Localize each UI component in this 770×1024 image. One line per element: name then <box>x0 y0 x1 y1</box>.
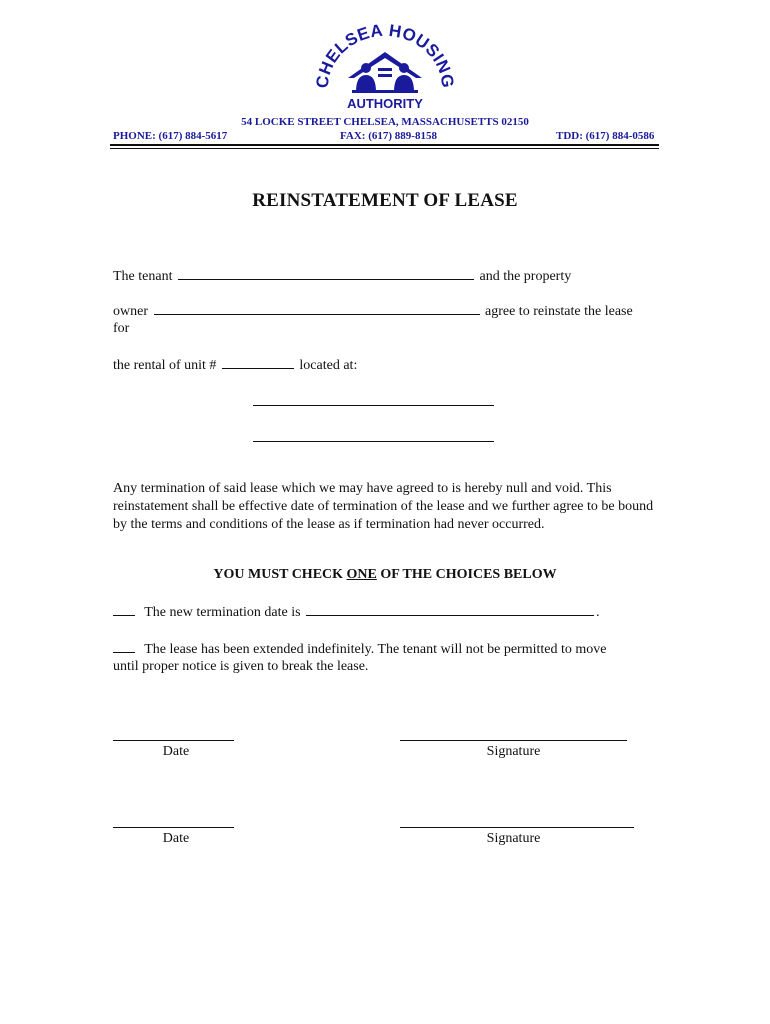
date-label-1: Date <box>162 744 190 759</box>
option-1-text: The new termination date is <box>144 605 301 620</box>
chelsea-housing-logo <box>300 22 470 114</box>
unit-number-field[interactable] <box>222 356 294 369</box>
date-line-2-field[interactable] <box>113 827 234 828</box>
tenant-suffix: and the property <box>479 269 572 284</box>
new-termination-date-field[interactable] <box>306 603 594 616</box>
unit-prefix: the rental of unit # <box>113 358 217 373</box>
choices-heading-before: YOU MUST CHECK <box>213 567 347 582</box>
for-word: for <box>113 321 130 336</box>
address-line-1-field[interactable] <box>253 405 494 406</box>
tenant-line <box>113 267 571 286</box>
choices-heading-after: OF THE CHOICES BELOW <box>376 567 557 582</box>
logo-sub-text: AUTHORITY <box>347 96 423 111</box>
option-2-line-2: until proper notice is given to break the lease. <box>113 659 369 674</box>
option-1-checkbox[interactable] <box>113 603 135 616</box>
option-1 <box>113 603 600 622</box>
unit-suffix: located at: <box>299 358 358 373</box>
unit-line <box>113 356 357 375</box>
signature-line-1-field[interactable] <box>400 740 627 741</box>
tenant-name-field[interactable] <box>178 267 474 280</box>
header-rule-thin <box>110 148 659 149</box>
owner-suffix: agree to reinstate the lease <box>485 304 633 319</box>
termination-paragraph: Any termination of said lease which we may have agreed to is hereby null and void. This reinstatement shall be effective date of termination of the lease and we further agree to be bound by the terms and conditions of the lease as if termination had never occurred. <box>113 481 654 532</box>
signature-line-2-field[interactable] <box>400 827 634 828</box>
option-2-checkbox[interactable] <box>113 640 135 653</box>
header-tdd: TDD: (617) 884-0586 <box>556 130 655 142</box>
header-address: 54 LOCKE STREET CHELSEA, MASSACHUSETTS 02150 <box>241 116 529 128</box>
signature-label-1: Signature <box>486 744 541 759</box>
choices-heading <box>0 567 770 583</box>
header-rule-thick <box>110 144 659 146</box>
owner-name-field[interactable] <box>154 302 480 315</box>
house-icon <box>348 52 422 93</box>
tenant-prefix: The tenant <box>113 269 173 284</box>
option-2 <box>113 640 607 659</box>
address-line-2-field[interactable] <box>253 441 494 442</box>
logo-arc-text: CHELSEA HOUSING <box>312 22 458 90</box>
owner-prefix: owner <box>113 304 148 319</box>
option-2-line-1: The lease has been extended indefinitely. The tenant will not be permitted to move <box>144 642 607 657</box>
header-phone: PHONE: (617) 884-5617 <box>113 130 228 142</box>
choices-heading-emph: ONE <box>346 567 377 582</box>
owner-line <box>113 302 633 321</box>
signature-label-2: Signature <box>486 831 541 846</box>
date-line-1-field[interactable] <box>113 740 234 741</box>
date-label-2: Date <box>162 831 190 846</box>
header-fax: FAX: (617) 889-8158 <box>340 130 437 142</box>
option-1-end: . <box>596 605 600 620</box>
document-title: REINSTATEMENT OF LEASE <box>252 190 518 211</box>
